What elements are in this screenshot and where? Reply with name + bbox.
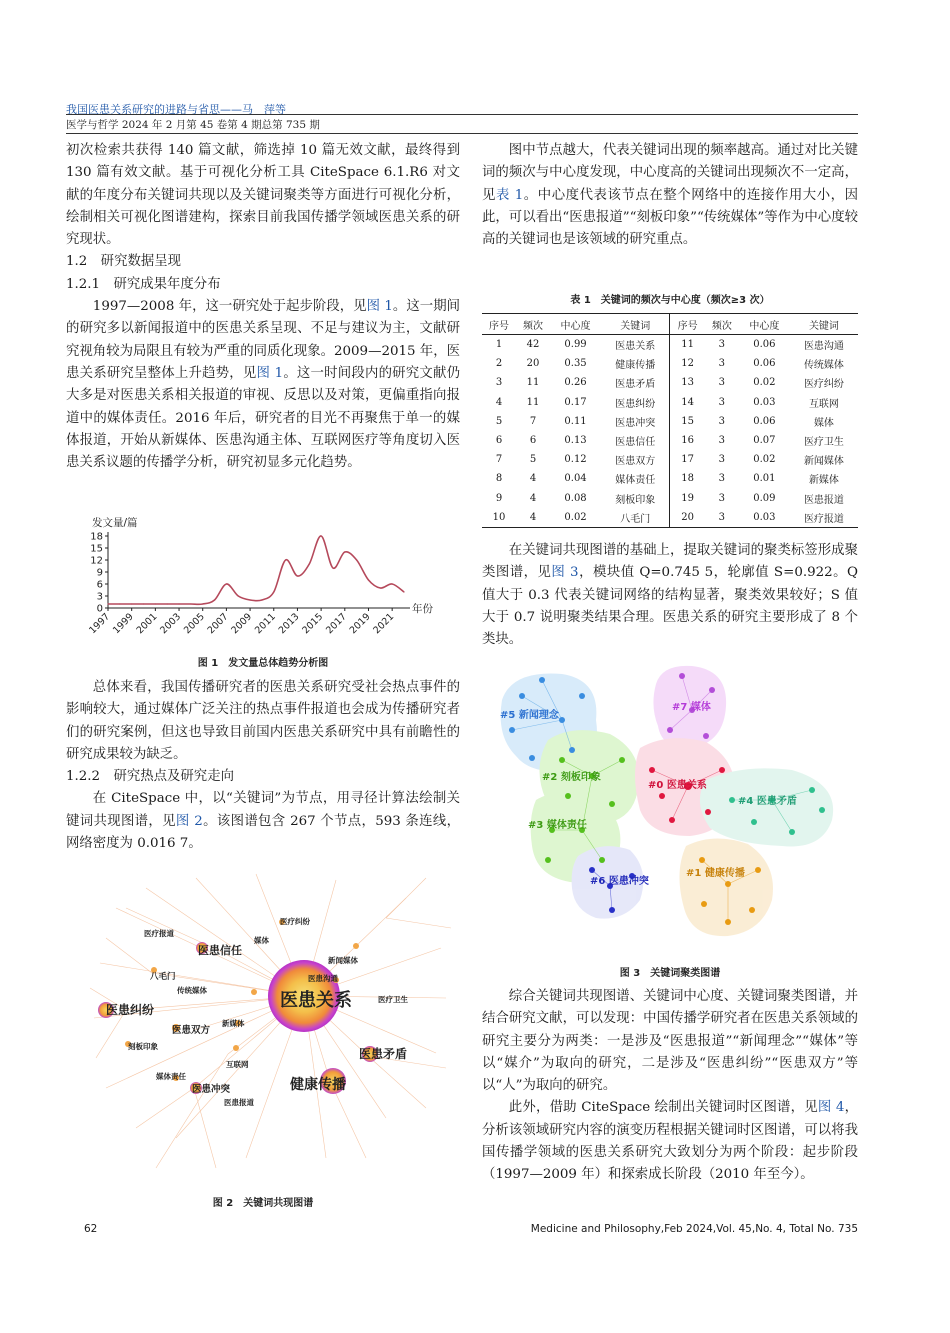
left-paragraph-4: 在 CiteSpace 中，以“关键词”为节点，用寻径计算法绘制关键词共现图谱，见图 2。该图谱包含 267 个节点，593 条连线，网络密度为 0.016 7。	[66, 791, 461, 852]
data-point	[321, 535, 322, 536]
table-cell: 8	[495, 473, 503, 485]
header-rule-top	[66, 114, 858, 115]
fig1-ref[interactable]: 图 1	[366, 299, 393, 315]
cluster-label: #0 医患关系	[648, 780, 707, 791]
table-cell: 4	[529, 492, 537, 504]
fig2-label: 医疗报道	[144, 929, 174, 938]
fig3-ref[interactable]: 图 3	[551, 565, 579, 581]
table-cell: 医患关系	[615, 341, 656, 353]
x-tick-label: 2007	[205, 611, 231, 637]
fig2-label: 互联网	[226, 1060, 249, 1069]
fig2-label: 媒体责任	[156, 1072, 186, 1081]
journal-footer: Medicine and Philosophy,Feb 2024,Vol. 45,No. 4, Total No. 735	[530, 1223, 858, 1235]
fig1-caption: 图 1 发文量总体趋势分析图	[197, 658, 329, 669]
data-point	[143, 603, 144, 604]
series-line	[108, 536, 404, 604]
table-cell: 7	[529, 415, 537, 427]
cluster-label: #2 刻板印象	[542, 772, 601, 783]
table-cell: 6	[495, 435, 503, 447]
x-tick-label: 2011	[253, 611, 278, 637]
x-axis-label: 年份	[412, 603, 433, 615]
table1-caption: 表 1 关键词的频次与中心度（频次≥3 次）	[570, 295, 770, 306]
table-cell: 0.03	[753, 396, 776, 408]
data-point	[380, 587, 381, 588]
table-cell: 0.03	[739, 508, 790, 528]
data-point	[344, 551, 345, 552]
fig2-label: 医患信任	[198, 944, 242, 957]
data-point	[167, 603, 168, 604]
table-cell: 医患矛盾	[615, 379, 656, 391]
fig2-label: 传统媒体	[177, 986, 207, 995]
x-tick-label: 2013	[276, 611, 302, 637]
table-cell: 4	[516, 508, 550, 528]
table-row	[482, 489, 858, 508]
y-tick-label: 6	[96, 579, 103, 591]
table-cell: 12	[670, 354, 705, 373]
table-cell: 0.08	[564, 492, 587, 504]
fig3-cluster-map	[492, 660, 848, 952]
data-point	[238, 595, 239, 596]
th: 序号	[482, 314, 516, 335]
table-cell: 0.01	[753, 473, 776, 485]
th: 频次	[516, 314, 550, 335]
table-cell: 媒体责任	[615, 475, 656, 487]
data-point	[285, 559, 286, 560]
data-point	[155, 603, 156, 604]
table-cell: 2	[495, 358, 503, 370]
fig4-ref[interactable]: 图 4	[817, 1100, 845, 1116]
fig2-label: 医患矛盾	[359, 1047, 408, 1061]
table-cell: 3	[718, 435, 726, 447]
x-tick-label: 1997	[87, 611, 113, 637]
left-column	[66, 140, 460, 474]
table-cell: 0.35	[564, 358, 587, 370]
fig2-label: 媒体	[254, 936, 269, 945]
data-point	[131, 603, 132, 604]
data-point	[214, 599, 215, 600]
data-point	[107, 603, 108, 604]
th: 关键词	[790, 314, 858, 335]
table-cell: 医患冲突	[615, 417, 656, 429]
page-number: 62	[84, 1223, 98, 1235]
data-point	[249, 599, 250, 600]
network-edges	[90, 874, 451, 1168]
cluster-label: #4 医患矛盾	[738, 796, 797, 807]
table-cell: 17	[670, 450, 705, 469]
fig2-label: 医患沟通	[308, 974, 338, 983]
table-cell: 0.06	[753, 339, 776, 351]
data-point	[119, 603, 120, 604]
fig2-label-main: 医患关系	[280, 990, 352, 1011]
table-cell: 3	[495, 377, 503, 389]
table-cell: 0.02	[753, 454, 776, 466]
data-point	[297, 575, 298, 576]
fig2-label: 医患纠纷	[106, 1003, 155, 1017]
table-row	[482, 354, 858, 373]
table-cell: 3	[718, 339, 726, 351]
left-column-lower	[66, 677, 460, 855]
fig2-label: 医患冲突	[192, 1084, 231, 1095]
cluster-label: #7 媒体	[672, 702, 711, 713]
x-tick-label: 2017	[324, 611, 349, 637]
table-cell: 4	[529, 473, 537, 485]
x-tick-label: 1999	[110, 611, 136, 637]
data-point	[178, 603, 179, 604]
data-point	[226, 583, 227, 584]
journal-line: 医学与哲学 2024 年 2 月第 45 卷第 4 期总第 735 期	[66, 119, 320, 131]
table-row	[482, 393, 858, 412]
fig2-label: 医疗纠纷	[280, 917, 310, 926]
table-cell: 新媒体	[808, 475, 839, 487]
fig2-label: 新闻媒体	[328, 956, 358, 965]
x-tick-label: 2005	[181, 611, 207, 637]
table-cell: 5	[529, 454, 537, 466]
table-cell: 医疗报道	[790, 508, 858, 528]
right-paragraph-4: 此外，借助 CiteSpace 绘制出关键词时区图谱，见图 4，分析该领域研究内容的演变历程根据关键词时区图谱，可以将我国传播学领域的医患关系研究大致划分为两个阶段：起步阶段（1997—2009 年）和探索成长阶段（2010 年至今）。	[482, 1100, 859, 1183]
table-cell: 6	[529, 435, 537, 447]
table-cell: 刻板印象	[615, 494, 656, 506]
section-1-2-1: 1.2.1 研究成果年度分布	[66, 276, 221, 292]
y-tick-label: 18	[90, 531, 103, 543]
table-cell: 3	[718, 473, 726, 485]
table-cell: 健康传播	[615, 360, 656, 372]
x-tick-label: 2001	[134, 611, 160, 637]
table-cell: 4	[495, 396, 503, 408]
fig1-line-chart	[86, 512, 436, 647]
table-cell: 医患沟通	[803, 341, 844, 353]
left-paragraph-3: 总体来看，我国传播研究者的医患关系研究受社会热点事件的影响较大，通过媒体广泛关注的热点事件报道也会成为传播研究者们的研究案例，但这也导致目前国内医患关系研究中具有前瞻性的研究成果较为缺乏。	[66, 680, 460, 762]
table-cell: 0.07	[753, 435, 776, 447]
table-cell: 11	[526, 396, 540, 408]
table1-ref[interactable]: 表 1	[495, 187, 524, 203]
table-cell: 5	[495, 415, 503, 427]
x-tick-label: 2009	[229, 611, 255, 637]
table-cell: 7	[495, 454, 503, 466]
table-row	[482, 431, 858, 450]
th: 中心度	[739, 314, 790, 335]
table-cell: 3	[718, 358, 726, 370]
table1	[482, 313, 858, 528]
table-cell: 八毛门	[601, 508, 670, 528]
data-point	[368, 579, 369, 580]
data-point	[332, 567, 333, 568]
data-point	[261, 599, 262, 600]
table-row	[482, 508, 858, 528]
fig2-ref[interactable]: 图 2	[175, 813, 203, 829]
fig2-label: 八毛门	[150, 972, 176, 982]
table-row	[482, 335, 858, 355]
left-paragraph-1: 初次检索共获得 140 篇文献，筛选掉 10 篇无效文献，最终得到 130 篇有效文献。基于可视化分析工具 CiteSpace 6.1.R6 对文献的年度分布关键词共现以及关键词聚类等方面进行可视化分析，绘制相关可视化图谱建构，探索目前我国传播学领域医患关系的研究现状。	[66, 143, 460, 248]
th: 中心度	[550, 314, 601, 335]
table-cell: 14	[670, 393, 705, 412]
fig1-ref-2[interactable]: 图 1	[256, 365, 284, 381]
table-cell: 0.06	[753, 415, 776, 427]
table-cell: 0.99	[564, 339, 587, 351]
y-tick-label: 0	[96, 603, 103, 615]
table-cell: 13	[670, 373, 705, 392]
th: 关键词	[601, 314, 670, 335]
left-paragraph-2: 1997—2008 年，这一研究处于起步阶段，见图 1。这一期间的研究多以新闻报道中的医患关系呈现、不足与建议为主，文献研究视角较为局限且有较为严重的同质化现象。2009—2015 年，医患关系研究呈整体上升趋势，见图 1。这一时间段内的研究文献仍大多是对医患关系相关报道的审视、反思以及对策，更偏重指向报道中的媒体责任。2016 年后，研究者的目光不再聚焦于单一的媒体报道，开始从新媒体、医患沟通主体、互联网医疗等角度切入医患关系议题的传播学分析，研究初显多元化趋势。	[66, 299, 461, 471]
data-point	[273, 591, 274, 592]
table-cell: 18	[670, 469, 705, 488]
right-column	[482, 140, 858, 251]
table-cell: 16	[670, 431, 705, 450]
table-cell: 医患报道	[803, 494, 844, 506]
table-cell: 医疗卫生	[803, 437, 844, 449]
table-cell: 15	[670, 412, 705, 431]
table-cell: 0.11	[564, 415, 587, 427]
table-cell: 医疗纠纷	[803, 379, 844, 391]
table-cell: 3	[718, 454, 726, 466]
fig2-label: 健康传播	[290, 1077, 346, 1093]
right-column-lower	[482, 986, 858, 1187]
table-cell: 11	[670, 335, 705, 355]
th: 序号	[670, 314, 705, 335]
table-cell: 0.17	[564, 396, 587, 408]
table-cell: 3	[705, 508, 739, 528]
table-cell: 0.13	[564, 435, 587, 447]
data-point	[392, 583, 393, 584]
table-cell: 3	[718, 415, 726, 427]
y-tick-label: 15	[90, 543, 103, 555]
fig2-label: 新媒体	[222, 1019, 245, 1028]
table-cell: 0.12	[564, 454, 587, 466]
x-tick-label: 2003	[158, 611, 184, 637]
table-cell: 医患纠纷	[615, 398, 656, 410]
table-cell: 42	[526, 339, 540, 351]
section-1-2: 1.2 研究数据呈现	[66, 254, 182, 270]
section-1-2-2: 1.2.2 研究热点及研究走向	[66, 769, 234, 785]
fig2-caption: 图 2 关键词共现图谱	[212, 1198, 314, 1209]
fig2-label: 医疗卫生	[378, 995, 408, 1004]
y-tick-label: 3	[96, 591, 103, 603]
table-cell: 19	[670, 489, 705, 508]
table-cell: 互联网	[808, 398, 839, 410]
table-row	[482, 469, 858, 488]
table-cell: 新闻媒体	[803, 456, 844, 468]
table-cell: 11	[526, 377, 540, 389]
table-cell: 0.04	[564, 473, 587, 485]
table-cell: 0.09	[753, 492, 776, 504]
table-cell: 3	[718, 492, 726, 504]
table-cell: 1	[495, 339, 503, 351]
table-cell: 0.02	[550, 508, 601, 528]
right-paragraph-2: 在关键词共现图谱的基础上，提取关键词的聚类标签形成聚类图谱，见图 3，模块值 Q=0.745 5，轮廓值 S=0.922。Q 值大于 0.3 代表关键词网络的结构显著，聚类效果较好；S 值大于 0.7 说明聚类结果合理。医患关系的研究主要形成了 8 个类块。	[482, 543, 859, 648]
table-cell: 20	[670, 508, 705, 528]
y-tick-label: 12	[90, 555, 103, 567]
fig2-label: 医患报道	[224, 1098, 254, 1107]
table-cell: 3	[718, 377, 726, 389]
fig2-label: 刻板印象	[128, 1042, 158, 1051]
right-paragraph-1: 图中节点越大，代表关键词出现的频率越高。通过对比关键词的频次与中心度发现，中心度高的关键词出现频次不一定高，见表 1。中心度代表该节点在整个网络中的连接作用大小，因此，可以看出“医患报道”“刻板印象”“传统媒体”等作为中心度较高的关键词也是该领域的研究重点。	[482, 143, 859, 248]
table-cell: 3	[718, 396, 726, 408]
data-point	[309, 563, 310, 564]
table-cell: 媒体	[813, 417, 834, 429]
table-cell: 0.02	[753, 377, 776, 389]
y-tick-label: 9	[96, 567, 103, 579]
table-cell: 医患双方	[615, 456, 656, 468]
header-rule-bottom	[66, 133, 858, 134]
fig2-label: 医患双方	[172, 1025, 211, 1036]
table-cell: 传统媒体	[803, 360, 844, 372]
x-tick-label: 2019	[347, 611, 373, 637]
table-row	[482, 450, 858, 469]
table-cell: 0.26	[564, 377, 587, 389]
x-tick-label: 2021	[371, 611, 397, 637]
x-tick-label: 2015	[300, 611, 326, 637]
table-row	[482, 412, 858, 431]
right-paragraph-3: 综合关键词共现图谱、关键词中心度、关键词聚类图谱，并结合研究文献，可以发现：中国传播学研究者在医患关系领域的研究主要分为两类：一是涉及“医患报道”“新闻理念”“媒体”等以“媒介”为取向的研究，二是涉及“医患纠纷”“医患双方”等以“人”为取向的研究。	[482, 989, 858, 1094]
table-cell: 0.06	[753, 358, 776, 370]
fig2-cooccurrence-map	[86, 868, 456, 1178]
table-row	[482, 373, 858, 392]
cluster-label: #5 新闻理念	[500, 710, 559, 721]
table-cell: 医患信任	[615, 437, 656, 449]
table-cell: 20	[526, 358, 540, 370]
running-title: 我国医患关系研究的进路与省思——马 萍等	[66, 103, 286, 116]
data-point	[190, 603, 191, 604]
data-point	[202, 603, 203, 604]
data-point	[356, 559, 357, 560]
cluster-label: #6 医患冲突	[590, 876, 649, 887]
fig3-caption: 图 3 关键词聚类图谱	[619, 968, 721, 979]
y-axis-label: 发文量/篇	[92, 517, 138, 529]
table-cell: 9	[495, 492, 503, 504]
table-cell: 10	[482, 508, 516, 528]
right-column-mid	[482, 540, 858, 651]
th: 频次	[705, 314, 739, 335]
data-point	[403, 591, 404, 592]
cluster-label: #3 媒体责任	[528, 820, 587, 831]
cluster-label: #1 健康传播	[686, 868, 745, 879]
